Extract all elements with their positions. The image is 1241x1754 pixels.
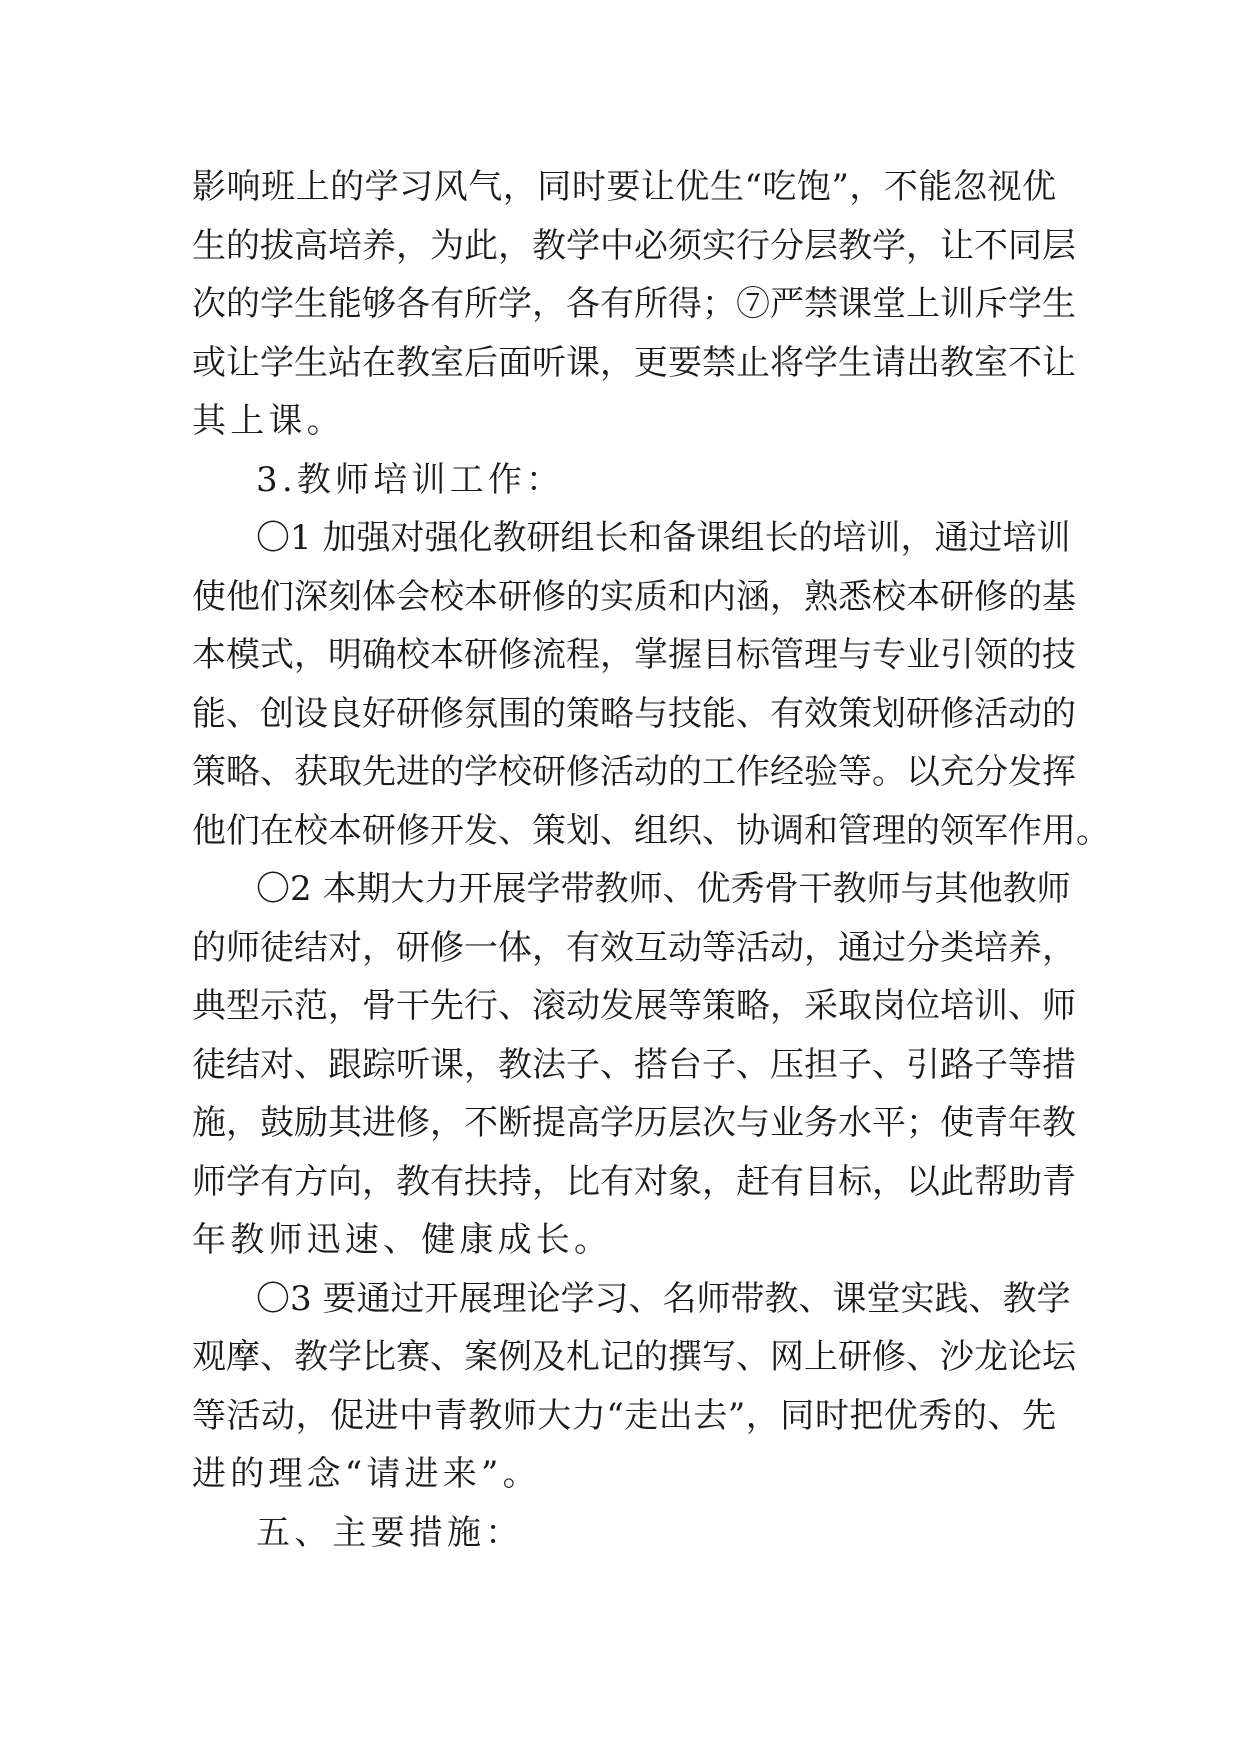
text-line: 五、主要措施： xyxy=(256,1512,524,1553)
text-line: 策略、获取先进的学校研修活动的工作经验等。以充分发挥 xyxy=(192,752,1076,792)
text-line: 的师徒结对，研修一体，有效互动等活动，通过分类培养， xyxy=(192,927,1076,968)
text-line: 他们在校本研修开发、策划、组织、协调和管理的领军作用。 xyxy=(192,810,1110,851)
text-line: 等活动，促进中青教师大力“走出去”，同时把优秀的、先 xyxy=(192,1395,1056,1436)
heading-main-measures xyxy=(192,1504,1056,1563)
document-page xyxy=(192,158,1110,1562)
text-line: 3.教师培训工作： xyxy=(256,459,565,500)
text-line: 观摩、教学比赛、案例及札记的撰写、网上研修、沙龙论坛 xyxy=(192,1337,1076,1377)
text-line: 〇3 要通过开展理论学习、名师带教、课堂实践、教学 xyxy=(256,1278,1071,1319)
text-line: 或让学生站在教室后面听课，更要禁止将学生请出教室不让 xyxy=(192,342,1076,383)
text-line: 生的拔高培养，为此，教学中必须实行分层教学，让不同层 xyxy=(192,225,1076,266)
text-line: 徒结对、跟踪听课，教法子、搭台子、压担子、引路子等措 xyxy=(192,1044,1076,1085)
text-line: 典型示范，骨干先行、滚动发展等策略，采取岗位培训、师 xyxy=(192,986,1076,1026)
paragraph-training-item-2 xyxy=(192,860,1076,1270)
text-line: 进的理念“请进来”。 xyxy=(192,1454,541,1494)
text-line: 〇2 本期大力开展学带教师、优秀骨干教师与其他教师 xyxy=(256,869,1071,909)
text-line: 施，鼓励其进修，不断提高学历层次与业务水平；使青年教 xyxy=(192,1103,1076,1143)
text-line: 影响班上的学习风气，同时要让优生“吃饱”，不能忽视优 xyxy=(192,167,1056,207)
text-line: 能、创设良好研修氛围的策略与技能、有效策划研修活动的 xyxy=(192,693,1076,734)
paragraph-1 xyxy=(192,158,1076,451)
text-line: 〇1 加强对强化教研组长和备课组长的培训，通过培训 xyxy=(256,518,1071,558)
text-line: 年教师迅速、健康成长。 xyxy=(192,1220,613,1260)
text-line: 师学有方向，教有扶持，比有对象，赶有目标，以此帮助青 xyxy=(192,1161,1076,1202)
text-line: 本模式，明确校本研修流程，掌握目标管理与专业引领的技 xyxy=(192,635,1076,675)
text-line: 使他们深刻体会校本研修的实质和内涵，熟悉校本研修的基 xyxy=(192,576,1076,617)
text-line: 其上课。 xyxy=(192,401,345,441)
text-line: 次的学生能够各有所学，各有所得；⑦严禁课堂上训斥学生 xyxy=(192,284,1076,324)
heading-teacher-training xyxy=(192,451,1056,510)
paragraph-training-item-1 xyxy=(192,509,1110,860)
paragraph-training-item-3 xyxy=(192,1270,1076,1504)
